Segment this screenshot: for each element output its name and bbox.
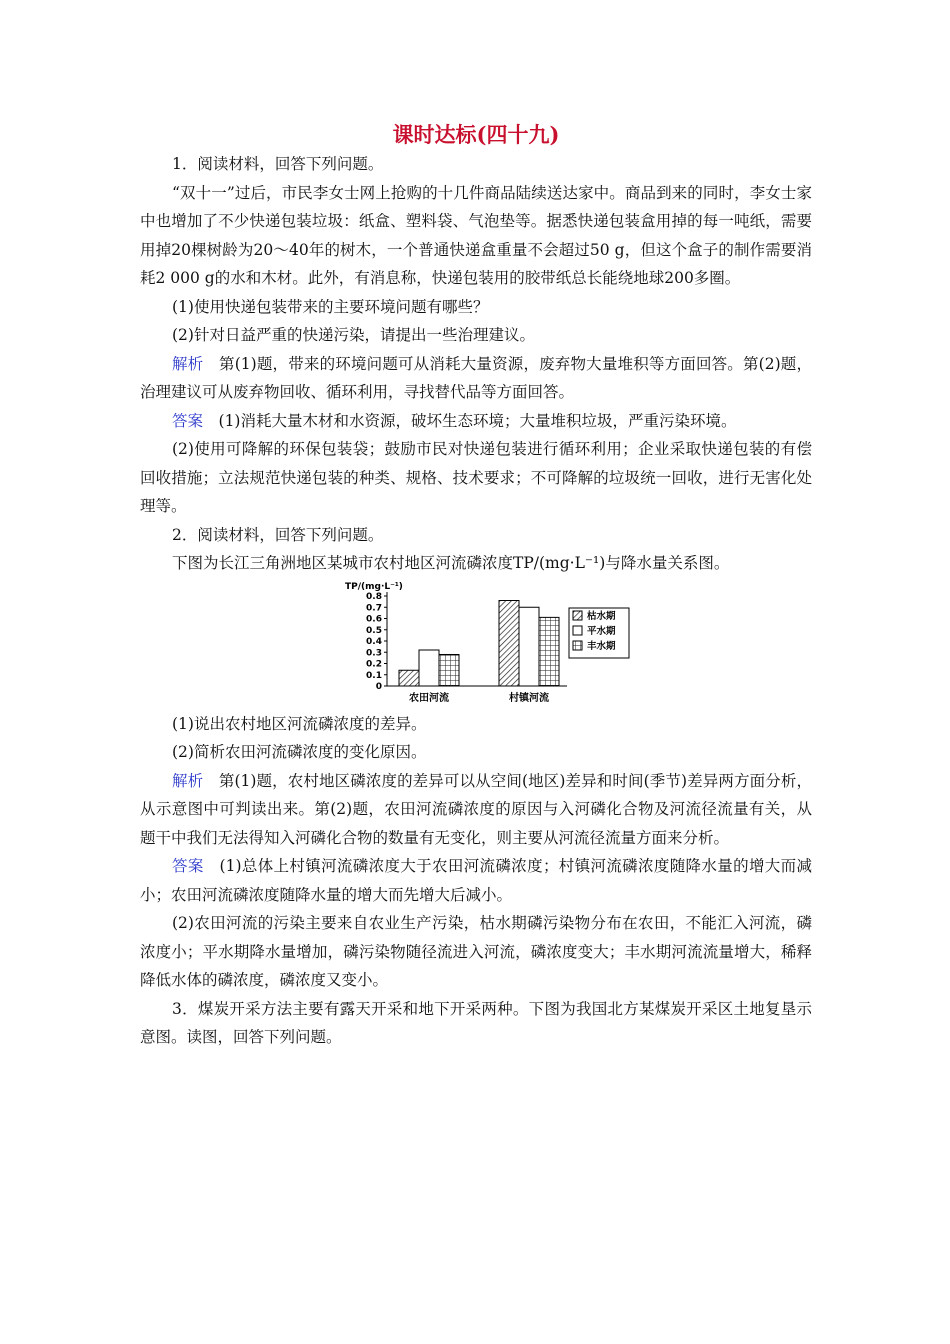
q2-answer1 — [140, 852, 812, 909]
answer-text: (1)消耗大量木材和水资源，破坏生态环境；大量堆积垃圾，严重污染环境。 — [203, 411, 737, 430]
y-tick-label: 0.5 — [366, 625, 382, 636]
q1-material: “双十一”过后，市民李女士网上抢购的十几件商品陆续送达家中。商品到来的同时，李女士家中也增加了不少快递包装垃圾：纸盒、塑料袋、气泡垫等。据悉快递包装盒用掉的每一吨纸，需要用掉20棵树龄为20～40年的树木，一个普通快递盒重量不会超过50 g，但这个盒子的制作需要消耗2 000 g的水和木材。此外，有消息称，快递包装用的胶带纸总长能绕地球200多圈。 — [140, 183, 812, 287]
analysis-label: 解析 — [172, 354, 204, 373]
bar — [519, 607, 539, 686]
q2-answer2: (2)农田河流的污染主要来自农业生产污染，枯水期磷污染物分布在农田，不能汇入河流，磷浓度小；平水期降水量增加，磷污染物随径流进入河流，磷浓度变大；丰水期河流流量增大，稀释降低水体的磷浓度，磷浓度又变小。 — [140, 914, 812, 989]
legend-swatch — [573, 641, 582, 650]
bar — [499, 600, 519, 686]
q1-sub2: (2)针对日益严重的快递污染，请提出一些治理建议。 — [172, 326, 535, 344]
q1-stem: 1．阅读材料，回答下列问题。 — [172, 155, 384, 173]
analysis-text: 第(1)题，农村地区磷浓度的差异可以从空间(地区)差异和时间(季节)差异两方面分析，从示意图中可判读出来。第(2)题，农田河流磷浓度的原因与入河磷化合物及河流径流量有关，从题干中我们无法得知入河磷化合物的数量有无变化，则主要从河流径流量方面来分析。 — [140, 771, 812, 847]
y-tick-label: 0.3 — [366, 647, 382, 658]
legend-label: 平水期 — [587, 625, 616, 637]
bar — [419, 650, 439, 686]
y-tick-label: 0.7 — [366, 602, 382, 613]
y-tick-label: 0.1 — [366, 670, 382, 681]
bar — [539, 617, 559, 686]
legend-label: 丰水期 — [587, 640, 616, 652]
y-tick-label: 0.6 — [366, 614, 382, 624]
y-tick-label: 0.8 — [366, 591, 382, 602]
q2-analysis — [140, 767, 812, 853]
x-category-label: 农田河流 — [409, 692, 449, 704]
q1-analysis — [140, 350, 812, 407]
legend-label: 枯水期 — [587, 610, 616, 622]
page-title: 课时达标(四十九) — [392, 122, 560, 147]
y-tick-label: 0 — [375, 681, 382, 692]
q1-answer2: (2)使用可降解的环保包装袋；鼓励市民对快递包装进行循环利用；企业采取快递包装的有偿回收措施；立法规范快递包装的种类、规格、技术要求；不可降解的垃圾统一回收，进行无害化处理等。 — [140, 440, 812, 515]
legend-swatch — [573, 611, 582, 620]
q3-stem: 3．煤炭开采方法主要有露天开采和地下开采两种。下图为我国北方某煤炭开采区土地复垦示意图。读图，回答下列问题。 — [140, 999, 812, 1046]
x-category-label: 村镇河流 — [509, 692, 549, 704]
phosphorus-chart — [345, 580, 645, 708]
analysis-label: 解析 — [172, 771, 204, 790]
y-tick-label: 0.4 — [366, 636, 382, 647]
legend-swatch — [573, 626, 582, 635]
q2-sub2: (2)简析农田河流磷浓度的变化原因。 — [172, 743, 427, 761]
q2-intro: 下图为长江三角洲地区某城市农村地区河流磷浓度TP/(mg·L⁻¹)与降水量关系图。 — [172, 554, 730, 572]
q1-answer1 — [140, 407, 812, 436]
bar — [399, 670, 419, 686]
analysis-text: 第(1)题，带来的环境问题可从消耗大量资源，废弃物大量堆积等方面回答。第(2)题，治理建议可从废弃物回收、循环利用，寻找替代品等方面回答。 — [140, 354, 812, 401]
document-page — [140, 120, 812, 1052]
answer-text: (1)总体上村镇河流磷浓度大于农田河流磷浓度；村镇河流磷浓度随降水量的增大而减小；农田河流磷浓度随降水量的增大而先增大后减小。 — [140, 857, 812, 904]
bar — [439, 654, 459, 686]
q2-stem: 2．阅读材料，回答下列问题。 — [172, 525, 384, 544]
q2-sub1: (1)说出农村地区河流磷浓度的差异。 — [172, 714, 427, 733]
y-tick-label: 0.2 — [366, 659, 382, 669]
answer-label: 答案 — [172, 411, 204, 430]
chart-svg — [345, 580, 645, 708]
y-axis-label: TP/(mg·L⁻¹) — [345, 581, 403, 592]
answer-label: 答案 — [172, 857, 204, 875]
q1-sub1: (1)使用快递包装带来的主要环境问题有哪些？ — [172, 297, 489, 316]
